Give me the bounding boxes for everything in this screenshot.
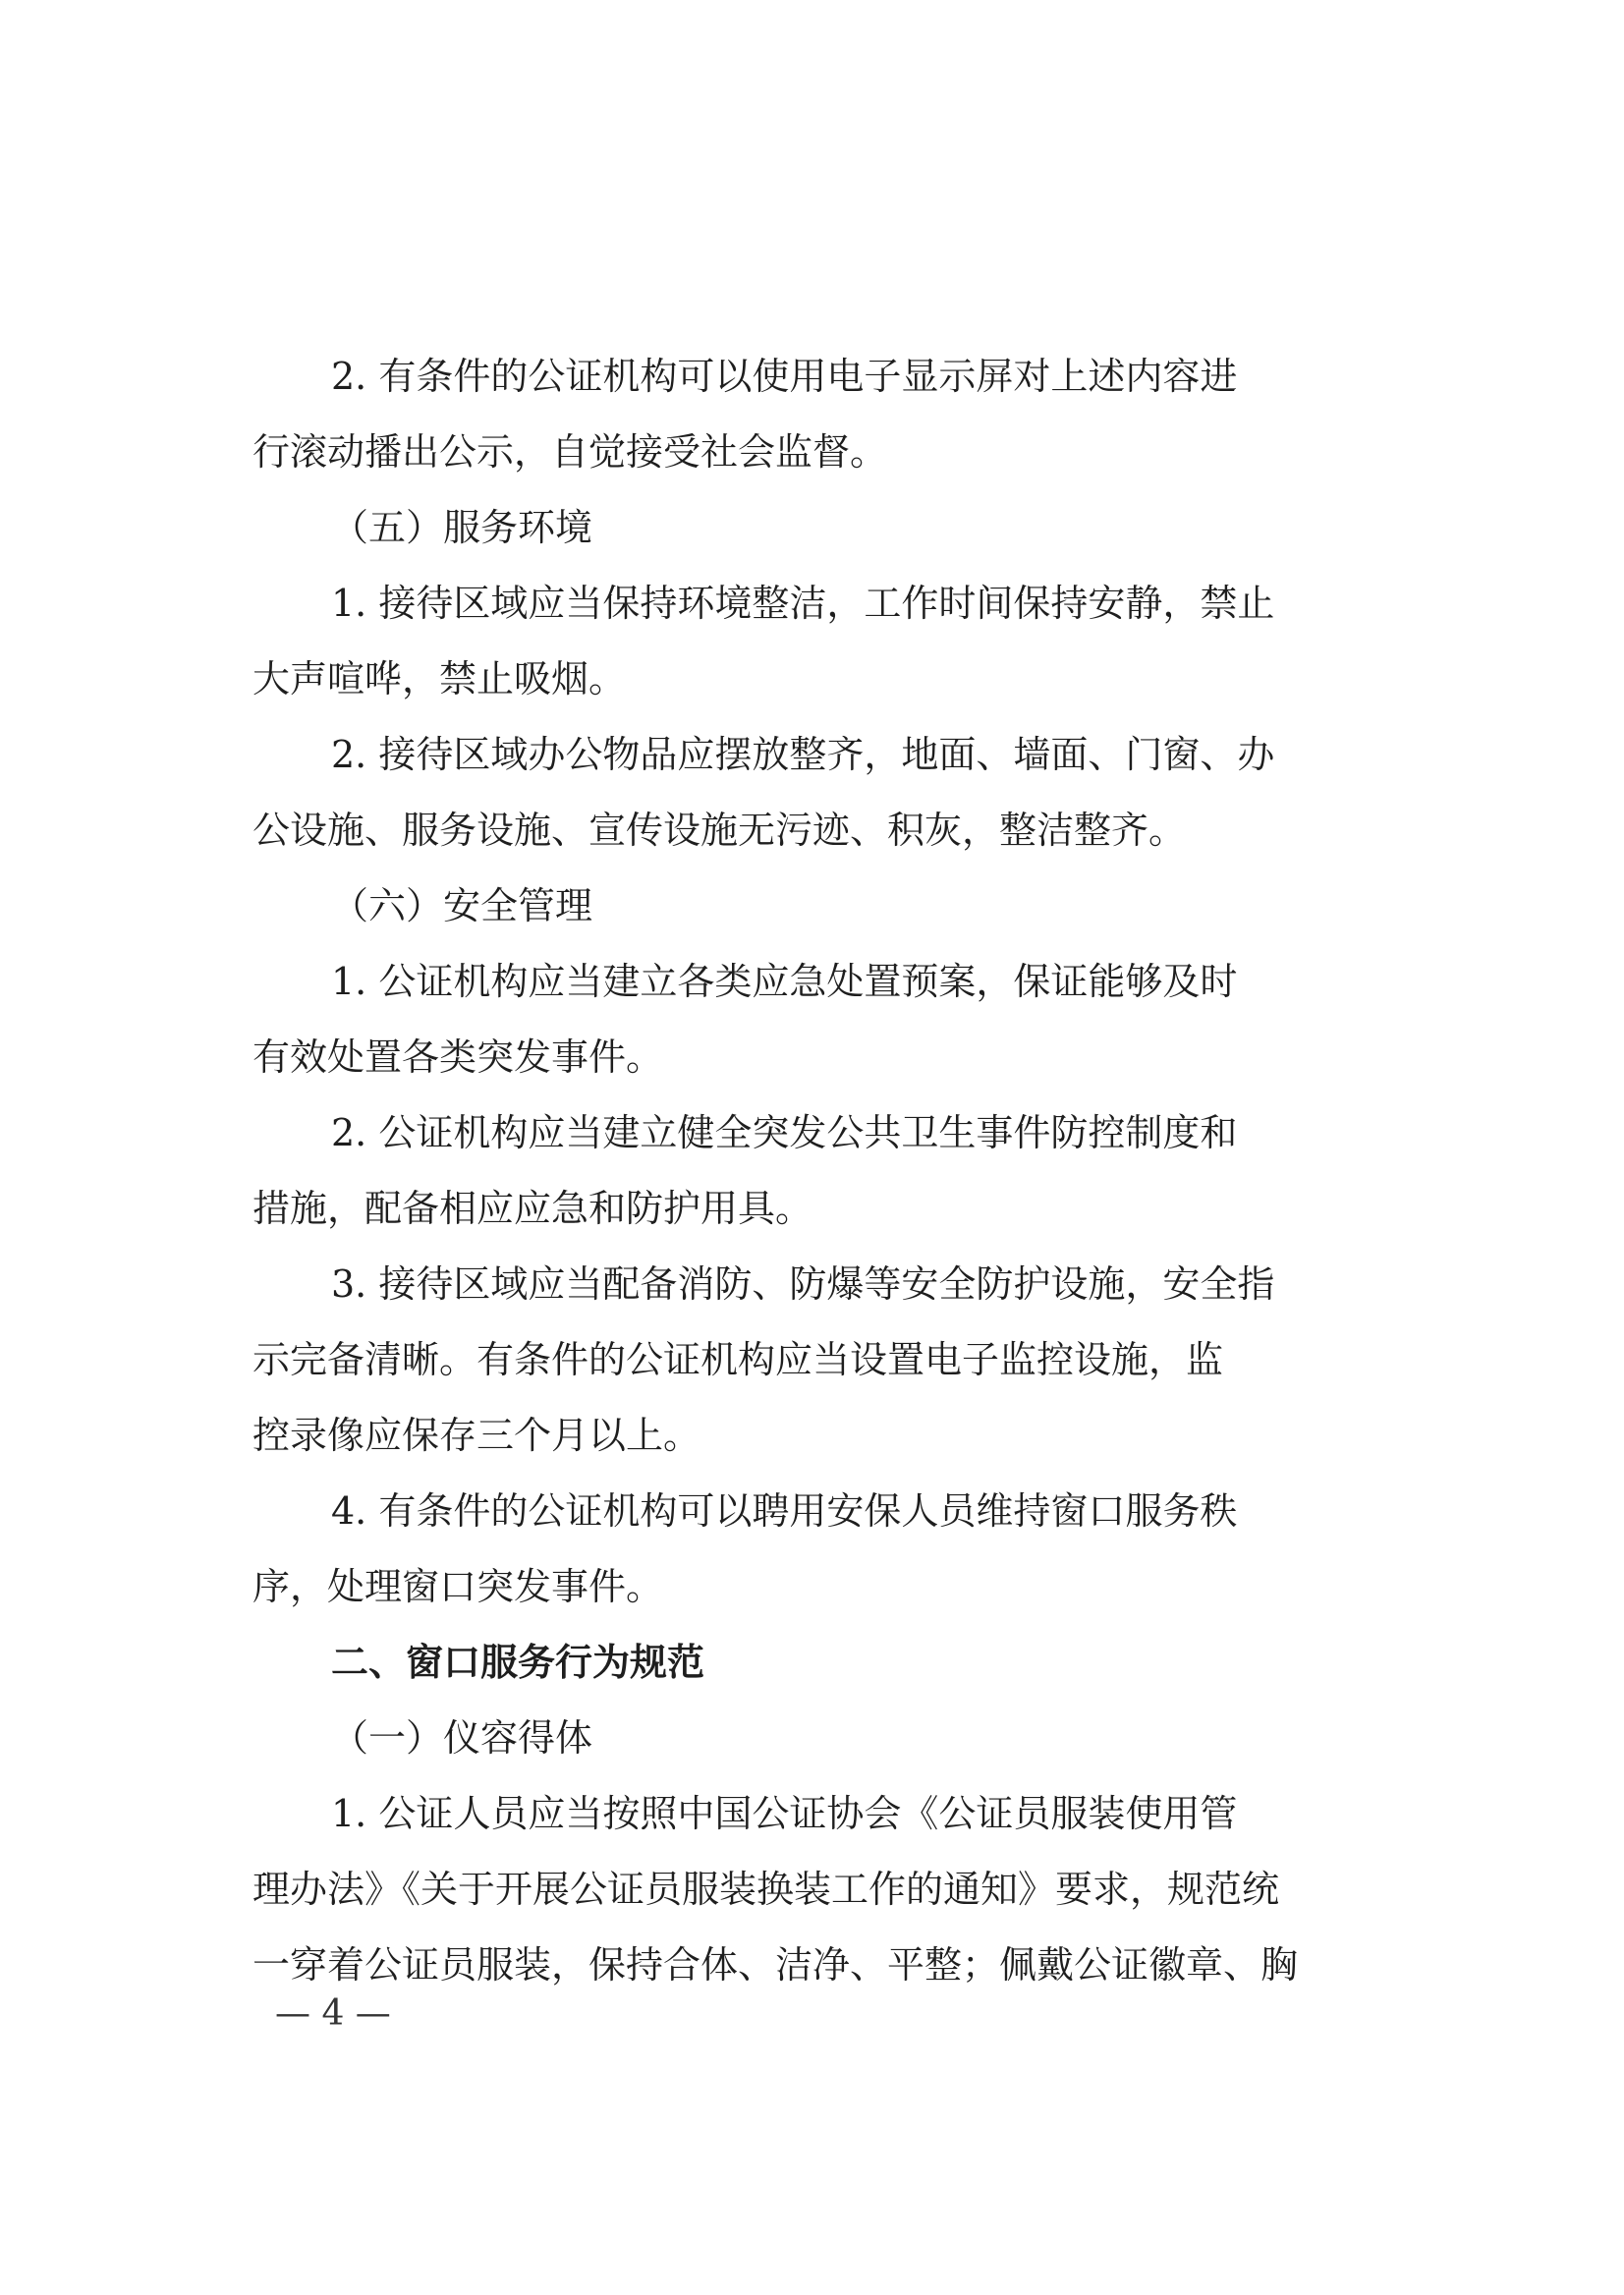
paragraph-line: 行滚动播出公示，自觉接受社会监督。 [252,430,888,474]
paragraph-line: 2. 接待区域办公物品应摆放整齐，地面、墙面、门窗、办 [331,733,1275,776]
paragraph-line: 1. 公证人员应当按照中国公证协会《公证员服装使用管 [331,1792,1238,1835]
paragraph-line: 一穿着公证员服装，保持合体、洁净、平整；佩戴公证徽章、胸 [252,1943,1299,1987]
paragraph-line: 示完备清晰。有条件的公证机构应当设置电子监控设施，监 [252,1338,1224,1381]
paragraph-line: 1. 公证机构应当建立各类应急处置预案，保证能够及时 [331,960,1238,1003]
section-heading: （六）安全管理 [331,884,593,927]
page-number: — 4 — [275,1993,391,2034]
paragraph-line: 2. 有条件的公证机构可以使用电子显示屏对上述内容进 [331,355,1238,398]
paragraph-line: 4. 有条件的公证机构可以聘用安保人员维持窗口服务秩 [331,1489,1238,1533]
paragraph-line: 公设施、服务设施、宣传设施无污迹、积灰，整洁整齐。 [252,809,1187,852]
paragraph-line: 3. 接待区域应当配备消防、防爆等安全防护设施，安全指 [331,1262,1275,1306]
paragraph-line: 1. 接待区域应当保持环境整洁，工作时间保持安静，禁止 [331,582,1275,625]
paragraph-line: 2. 公证机构应当建立健全突发公共卫生事件防控制度和 [331,1111,1238,1154]
section-heading: （五）服务环境 [331,506,593,549]
paragraph-line: 序，处理窗口突发事件。 [252,1565,664,1608]
chapter-heading: 二、窗口服务行为规范 [331,1641,705,1684]
paragraph-line: 有效处置各类突发事件。 [252,1036,664,1079]
paragraph-line: 大声喧哗，禁止吸烟。 [252,657,627,700]
section-heading: （一）仪容得体 [331,1716,593,1760]
paragraph-line: 理办法》《关于开展公证员服装换装工作的通知》要求，规范统 [252,1868,1280,1911]
paragraph-line: 措施，配备相应应急和防护用具。 [252,1187,813,1230]
paragraph-line: 控录像应保存三个月以上。 [252,1414,701,1457]
